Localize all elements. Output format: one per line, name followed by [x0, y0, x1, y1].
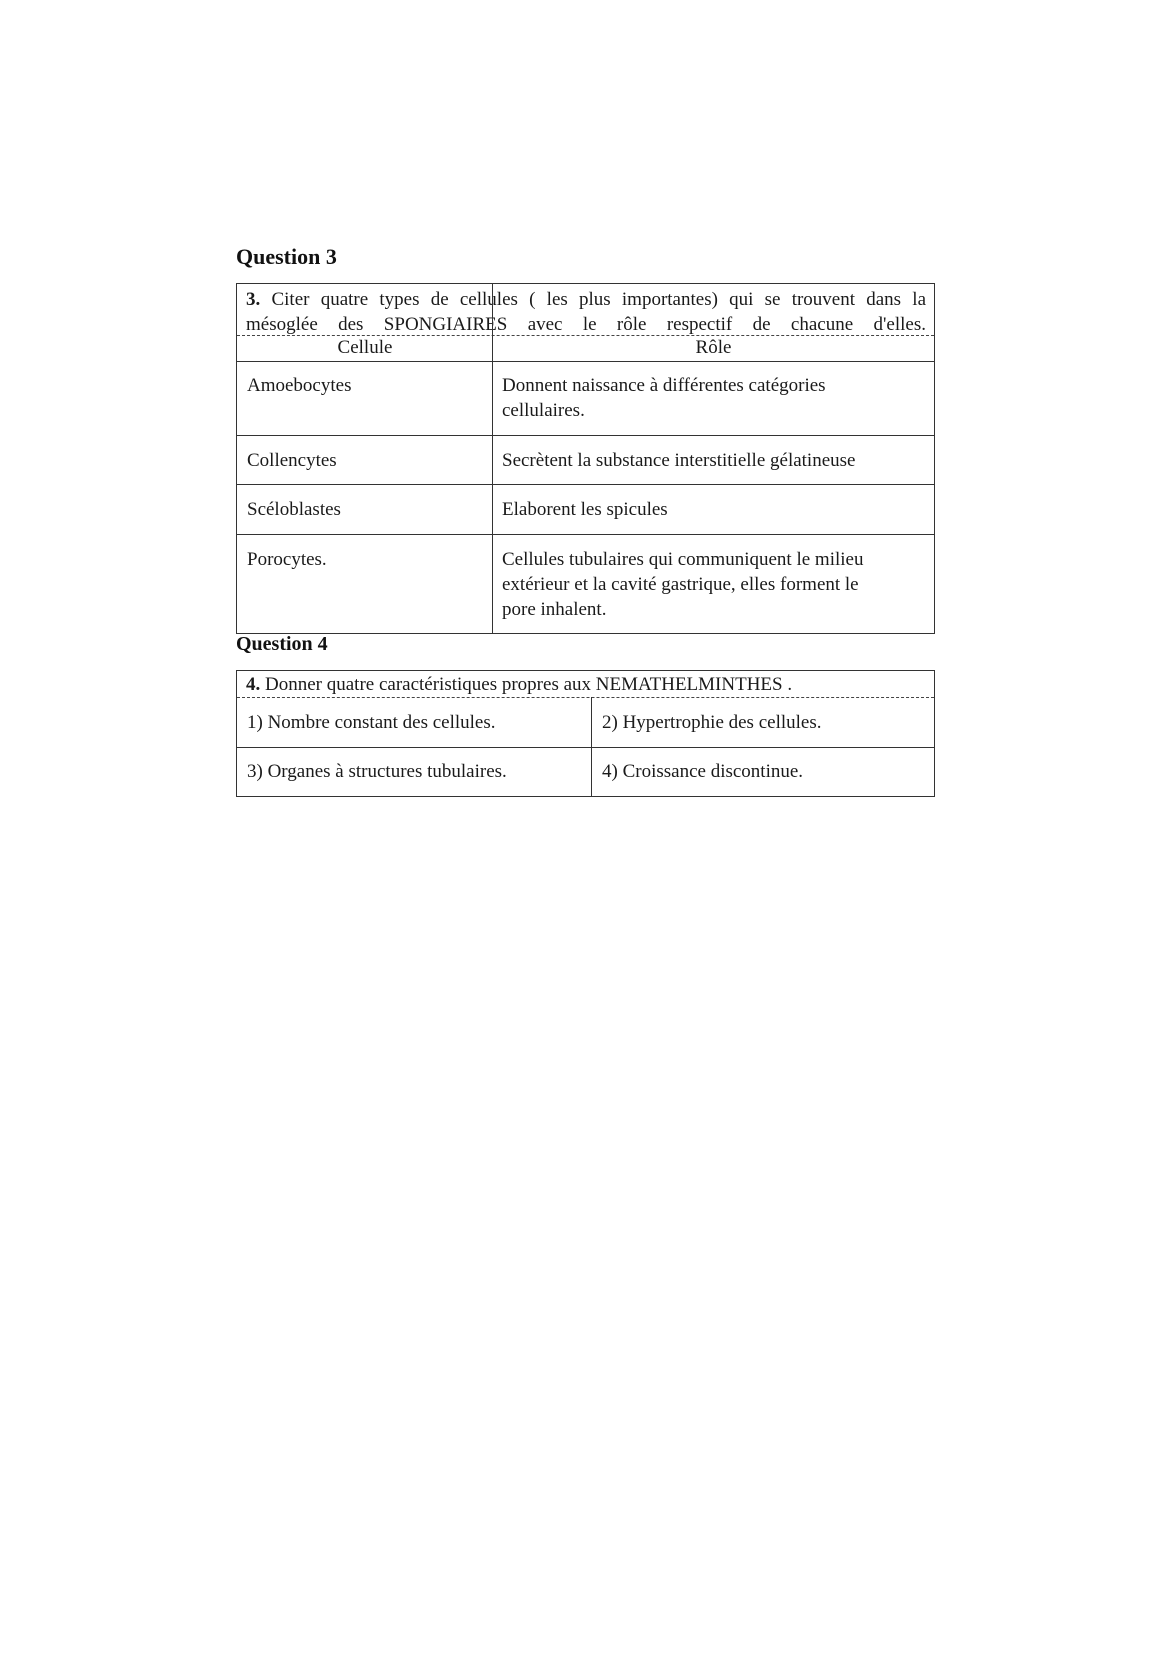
cell-name: Scéloblastes: [247, 499, 341, 520]
question-4-prompt-divider: [237, 697, 934, 698]
cell-name: Amoebocytes: [247, 375, 352, 396]
cell-role: [502, 373, 826, 423]
question-4-prompt-text: Donner quatre caractéristiques propres aux NEMATHELMINTHES .: [265, 674, 793, 695]
row-divider: [237, 435, 934, 436]
cell-role-line: Cellules tubulaires qui communiquent le milieu: [502, 549, 864, 570]
row-divider: [237, 361, 934, 362]
question-3-prompt-line-1: [246, 287, 926, 312]
row-divider: [237, 747, 934, 748]
characteristic-item: 1) Nombre constant des cellules.: [247, 712, 496, 733]
column-divider: [492, 336, 493, 634]
question-4-number: 4.: [246, 674, 261, 695]
question-3-table: [236, 283, 935, 634]
column-divider: [591, 697, 592, 797]
characteristic-item: 4) Croissance discontinue.: [602, 761, 804, 782]
question-4-table: [236, 670, 935, 797]
row-divider: [237, 534, 934, 535]
question-3-prompt-line-2: mésoglée des SPONGIAIRES avec le rôle respectif de chacune d'elles.: [246, 314, 926, 335]
cell-role: [502, 497, 668, 522]
cell-role-line: pore inhalent.: [502, 599, 607, 620]
row-divider: [237, 484, 934, 485]
cell-role-line: Donnent naissance à différentes catégories: [502, 375, 826, 396]
question-3-prompt: [246, 287, 926, 337]
cell-role-line: Secrètent la substance interstitielle gélatineuse: [502, 450, 856, 471]
question-3-prompt-divider: [237, 335, 934, 336]
question-4-prompt: [246, 672, 926, 697]
cell-role: [502, 547, 863, 622]
question-4-heading: Question 4: [236, 633, 328, 655]
cell-role-line: extérieur et la cavité gastrique, elles forment le: [502, 574, 859, 595]
question-3-number: 3.: [246, 289, 261, 310]
column-header-cellule: Cellule: [337, 337, 393, 358]
question-3-prompt-text-1: Citer quatre types de cellules ( les plus importantes) qui se trouvent dans la: [271, 289, 927, 310]
column-header-role: Rôle: [695, 337, 732, 358]
cell-role-line: cellulaires.: [502, 400, 585, 421]
question-3-heading: Question 3: [236, 244, 337, 269]
characteristic-item: 3) Organes à structures tubulaires.: [247, 761, 507, 782]
cell-role: [502, 448, 855, 473]
cell-role-line: Elaborent les spicules: [502, 499, 668, 520]
cell-name: Porocytes.: [247, 549, 327, 570]
cell-name: Collencytes: [247, 450, 337, 471]
characteristic-item: 2) Hypertrophie des cellules.: [602, 712, 822, 733]
